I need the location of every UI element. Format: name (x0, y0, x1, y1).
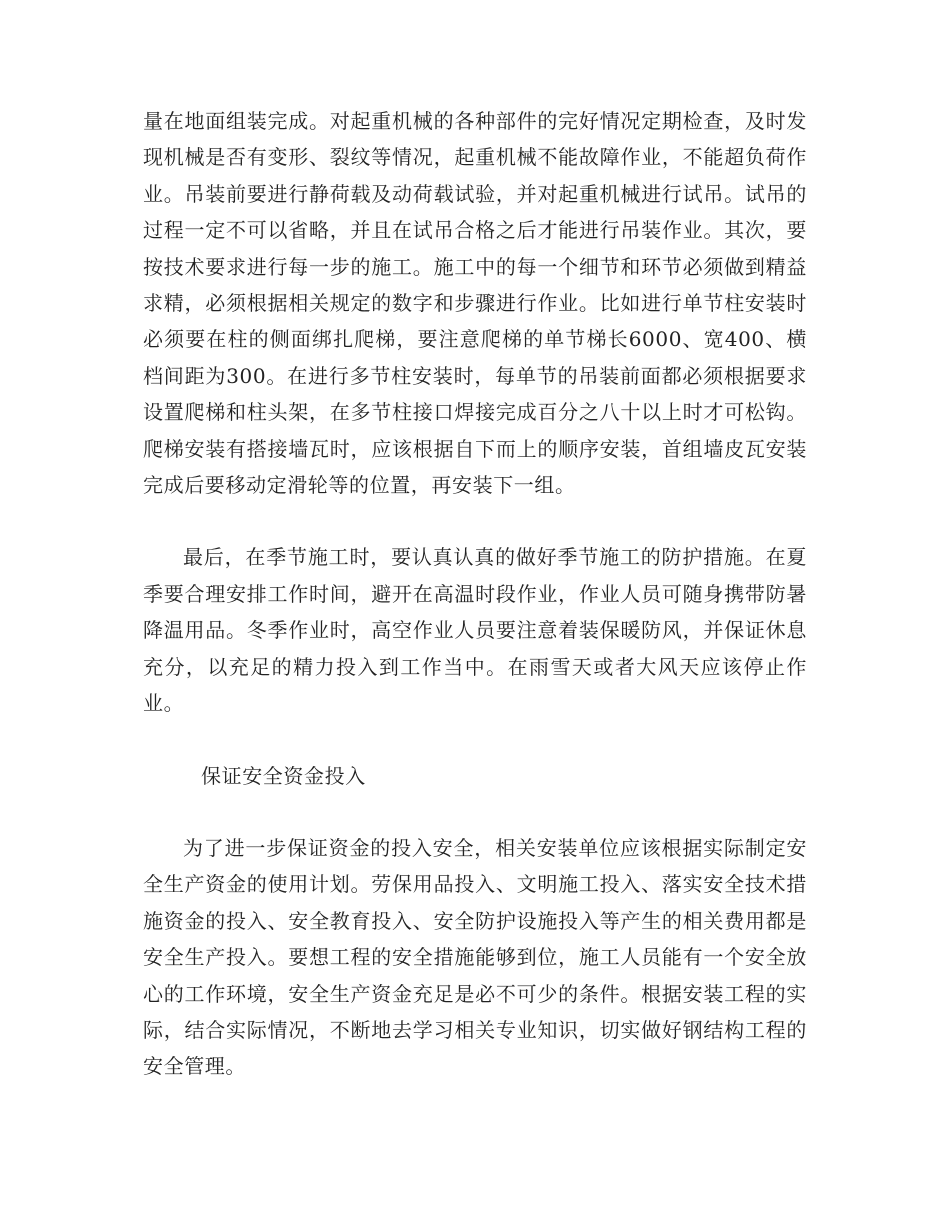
paragraph-gap (143, 503, 807, 539)
paragraph-seasonal-construction: 最后，在季节施工时，要认真认真的做好季节施工的防护措施。在夏季要合理安排工作时间，避开在高温时段作业，作业人员可随身携带防暑降温用品。冬季作业时，高空作业人员要注意着装保暖防风，并保证休息充分，以充足的精力投入到工作当中。在雨雪天或者大风天应该停止作业。 (143, 545, 807, 716)
document-body (143, 103, 807, 1085)
paragraph-gap (143, 722, 807, 758)
paragraph-gap (143, 794, 807, 830)
paragraph-safety-funds: 为了进一步保证资金的投入安全，相关安装单位应该根据实际制定安全生产资金的使用计划。劳保用品投入、文明施工投入、落实安全技术措施资金的投入、安全教育投入、安全防护设施投入等产生的相关费用都是安全生产投入。要想工程的安全措施能够到位，施工人员能有一个安全放心的工作环境，安全生产资金充足是必不可少的条件。根据安装工程的实际，结合实际情况，不断地去学习相关专业知识，切实做好钢结构工程的安全管理。 (143, 835, 807, 1079)
paragraph-lifting-safety: 量在地面组装完成。对起重机械的各种部件的完好情况定期检查，及时发现机械是否有变形、裂纹等情况，起重机械不能故障作业，不能超负荷作业。吊装前要进行静荷载及动荷载试验，并对起重机械进行试吊。试吊的过程一定不可以省略，并且在试吊合格之后才能进行吊装作业。其次，要按技术要求进行每一步的施工。施工中的每一个细节和环节必须做到精益求精，必须根据相关规定的数字和步骤进行作业。比如进行单节柱安装时必须要在柱的侧面绑扎爬梯，要注意爬梯的单节梯长6000、宽400、横档间距为300。在进行多节柱安装时，每单节的吊装前面都必须根据要求设置爬梯和柱头架，在多节柱接口焊接完成百分之八十以上时才可松钩。爬梯安装有搭接墙瓦时，应该根据自下而上的顺序安装，首组墙皮瓦安装完成后要移动定滑轮等的位置，再安装下一组。 (143, 109, 807, 498)
section-heading: 保证安全资金投入 (201, 763, 366, 788)
